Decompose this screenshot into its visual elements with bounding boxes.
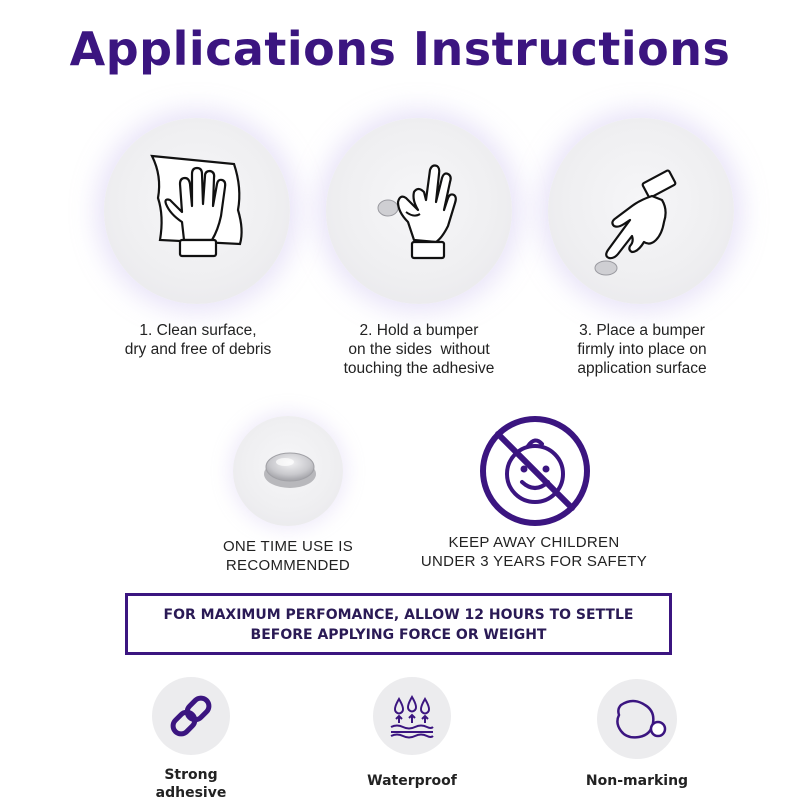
non-marking-circle [597,679,677,759]
step-1-line-1: 1. Clean surface, [139,322,257,339]
strong-adhesive-line-1: Strong [164,767,218,783]
one-time-use-line-1: ONE TIME USE IS [222,538,354,555]
blob-outline-icon [597,679,677,759]
strong-adhesive-label [131,766,251,802]
waterproof-line-1: Waterproof [367,773,457,789]
step-3-text [540,321,744,378]
step-2-text [315,321,523,378]
hand-pressing-bumper-icon [548,118,734,304]
no-children-icon [478,414,592,528]
step-2-line-3: touching the adhesive [343,360,495,377]
chain-link-icon [152,677,230,755]
hand-pinching-bumper-icon [326,118,512,304]
one-time-use-text [190,537,386,575]
step-1-line-2: dry and free of debris [124,341,272,358]
keep-away-line-1: KEEP AWAY CHILDREN [448,534,620,551]
keep-away-line-2: UNDER 3 YEARS FOR SAFETY [420,553,648,570]
one-time-use-line-2: RECOMMENDED [225,557,351,574]
step-1-text [100,321,296,359]
strong-adhesive-line-2: adhesive [155,785,227,801]
no-children-badge [478,414,592,528]
step-3-line-1: 3. Place a bumper [579,322,705,339]
strong-adhesive-circle [152,677,230,755]
water-drops-icon [373,677,451,755]
step-2-line-2: on the sides without [348,341,490,358]
waterproof-label [352,772,472,790]
step-3-circle [548,118,734,304]
notice-line-2: BEFORE APPLYING FORCE OR WEIGHT [250,627,547,643]
step-1-circle [104,118,290,304]
step-2-circle [326,118,512,304]
page-title: Applications Instructions [69,22,731,76]
step-3-line-2: firmly into place on [577,341,707,358]
step-3-line-3: application surface [577,360,707,377]
notice-line-1: FOR MAXIMUM PERFOMANCE, ALLOW 12 HOURS TO SETTLE [163,607,634,623]
bumper-circle [233,416,343,526]
hand-wiping-cloth-icon [104,118,290,304]
non-marking-line-1: Non-marking [585,773,689,789]
non-marking-label [572,772,702,790]
settle-notice-box [125,593,672,655]
keep-away-text [404,533,664,571]
waterproof-circle [373,677,451,755]
bumper-icon [233,416,343,526]
step-2-line-1: 2. Hold a bumper [359,322,479,339]
